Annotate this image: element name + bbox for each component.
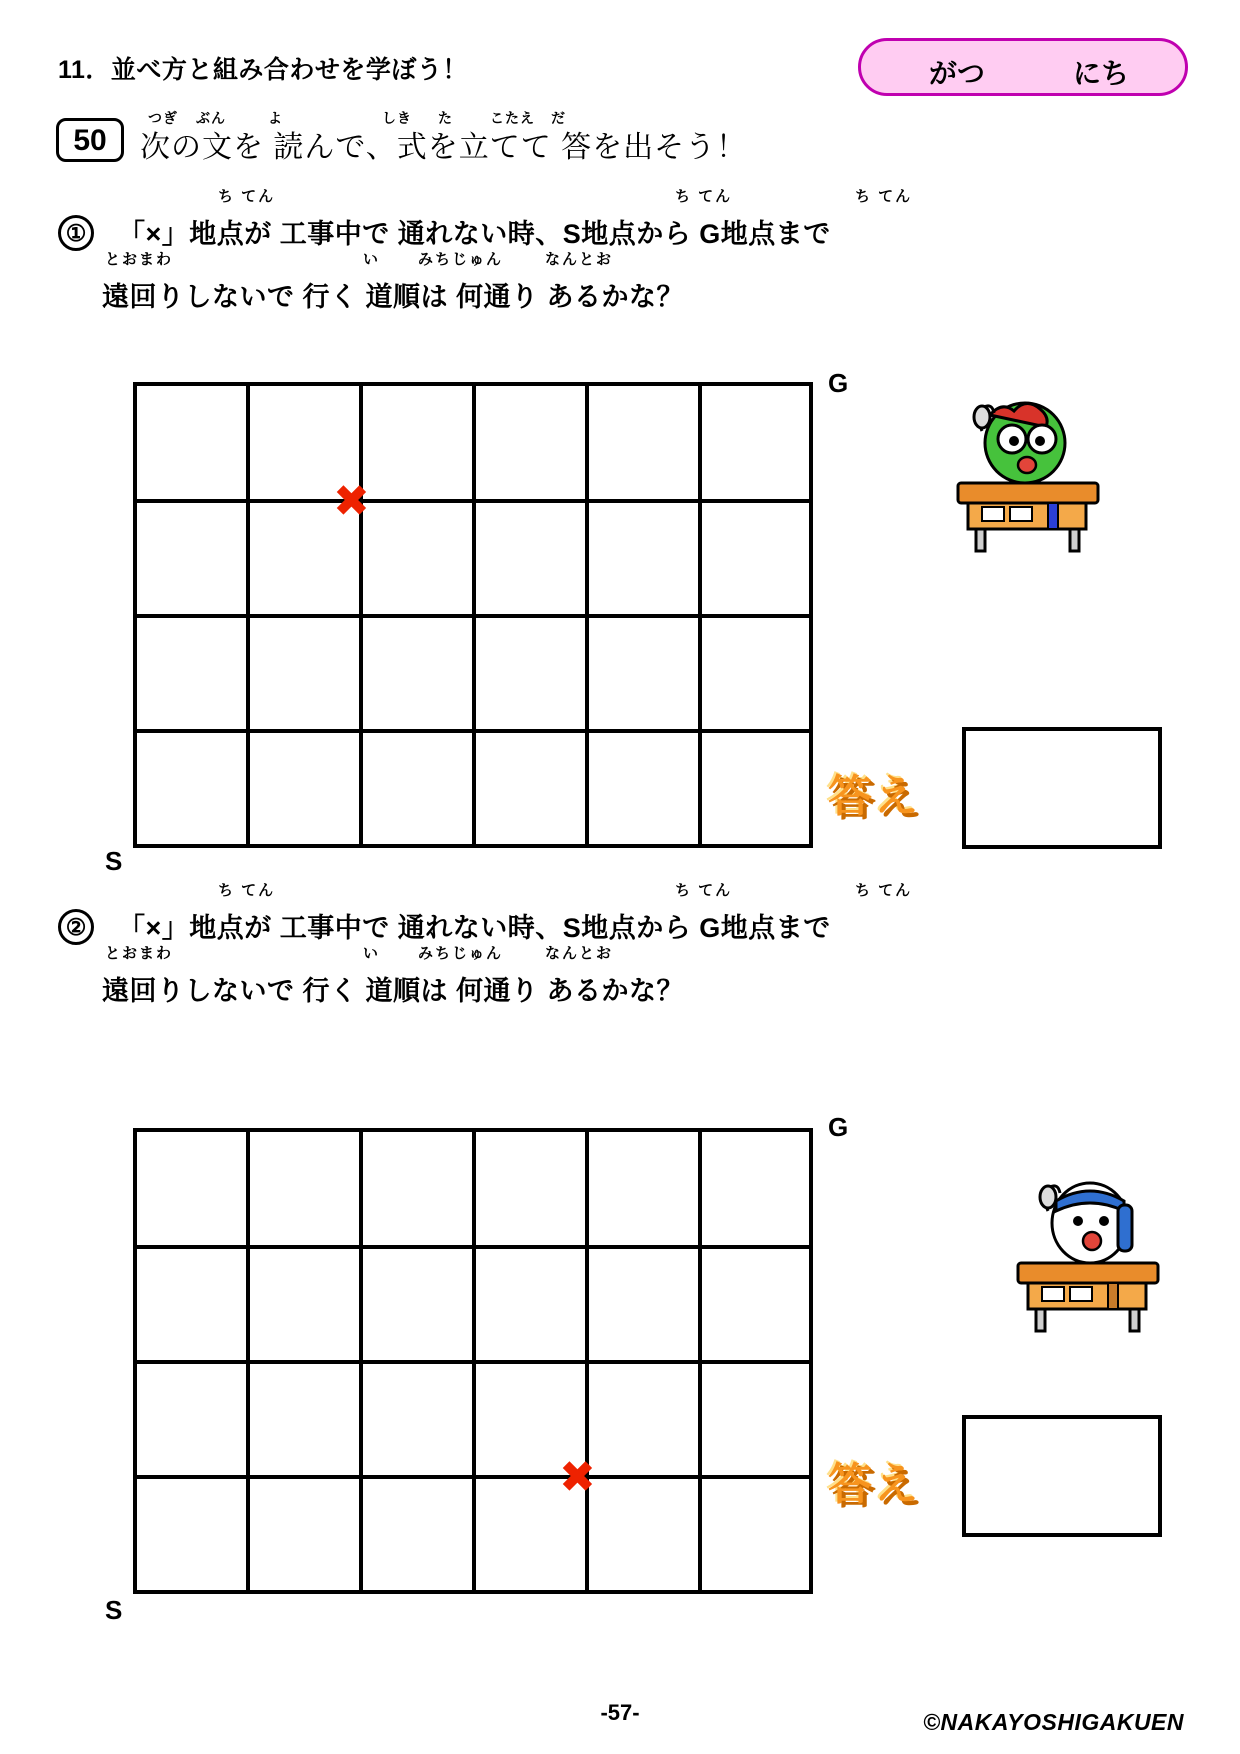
ruby-text: い [363, 945, 381, 962]
goal-label-1: G [828, 368, 849, 398]
date-month-label: がつ [929, 58, 986, 89]
instruction-text: 次の文を 読んで、式を立てて 答を出そう！ [140, 131, 748, 164]
ruby-text: とおまわ [105, 945, 174, 962]
ruby-text: よ [268, 110, 283, 126]
grid-line-horizontal [137, 1245, 809, 1249]
ruby-text: ち てん [855, 188, 913, 205]
answer-label-2: 答え [828, 1460, 920, 1509]
ruby-text: ち てん [675, 188, 733, 205]
grid-line-horizontal [137, 1475, 809, 1479]
ruby-text: なんとお [545, 945, 614, 962]
ruby-text: ち てん [855, 882, 913, 899]
problem-1-number: ① [58, 215, 94, 251]
answer-box-1[interactable] [962, 727, 1162, 849]
blocked-point-marker-1: ✖ [333, 476, 370, 527]
grid-line-horizontal [137, 614, 809, 618]
answer-box-2[interactable] [962, 1415, 1162, 1537]
ruby-text: ち てん [675, 882, 733, 899]
copyright-notice: ©NAKAYOSHIGAKUEN [923, 1709, 1184, 1735]
ruby-text: とおまわ [105, 251, 174, 268]
ruby-text: みちじゅん [418, 251, 504, 268]
ruby-text: ち てん [218, 882, 276, 899]
ruby-text: だ [551, 110, 566, 126]
problem-2-line2: 遠回りしないで 行く 道順は 何通り あるかな？ [102, 976, 685, 1006]
ruby-text: ち てん [218, 188, 276, 205]
page-number: -57- [600, 1700, 640, 1725]
date-field[interactable] [858, 38, 1188, 96]
ruby-text: つぎ [148, 110, 178, 126]
ruby-text: い [363, 251, 381, 268]
start-label-2: S [105, 1595, 123, 1625]
problem-1-line2: 遠回りしないで 行く 道順は 何通り あるかな？ [102, 282, 685, 312]
grid-line-horizontal [137, 1360, 809, 1364]
blocked-point-marker-2: ✖ [559, 1452, 596, 1503]
route-grid-2 [133, 1128, 813, 1594]
ruby-text: ぶん [196, 110, 226, 126]
grid-line-horizontal [137, 499, 809, 503]
ruby-text: なんとお [545, 251, 614, 268]
grid-line-horizontal [137, 729, 809, 733]
mascot-illustration-1 [930, 395, 1110, 555]
ruby-text: こたえ [490, 110, 535, 126]
start-label-1: S [105, 846, 123, 876]
exercise-number: 50 [56, 118, 124, 162]
problem-2-line1: 「×」地点が 工事中で 通れない時、S地点から G地点まで [118, 913, 831, 943]
problem-1-line1: 「×」地点が 工事中で 通れない時、S地点から G地点まで [118, 219, 831, 249]
ruby-text: た [438, 110, 453, 126]
ruby-text: みちじゅん [418, 945, 504, 962]
route-grid-1 [133, 382, 813, 848]
mascot-illustration-2 [1000, 1175, 1170, 1335]
date-day-label: にち [1073, 58, 1130, 89]
problem-2-number: ② [58, 909, 94, 945]
ruby-text: しき [382, 110, 412, 126]
page-title: 11．並べ方と組み合わせを学ぼう！ [58, 56, 468, 84]
goal-label-2: G [828, 1112, 849, 1142]
answer-label-1: 答え [828, 772, 920, 821]
